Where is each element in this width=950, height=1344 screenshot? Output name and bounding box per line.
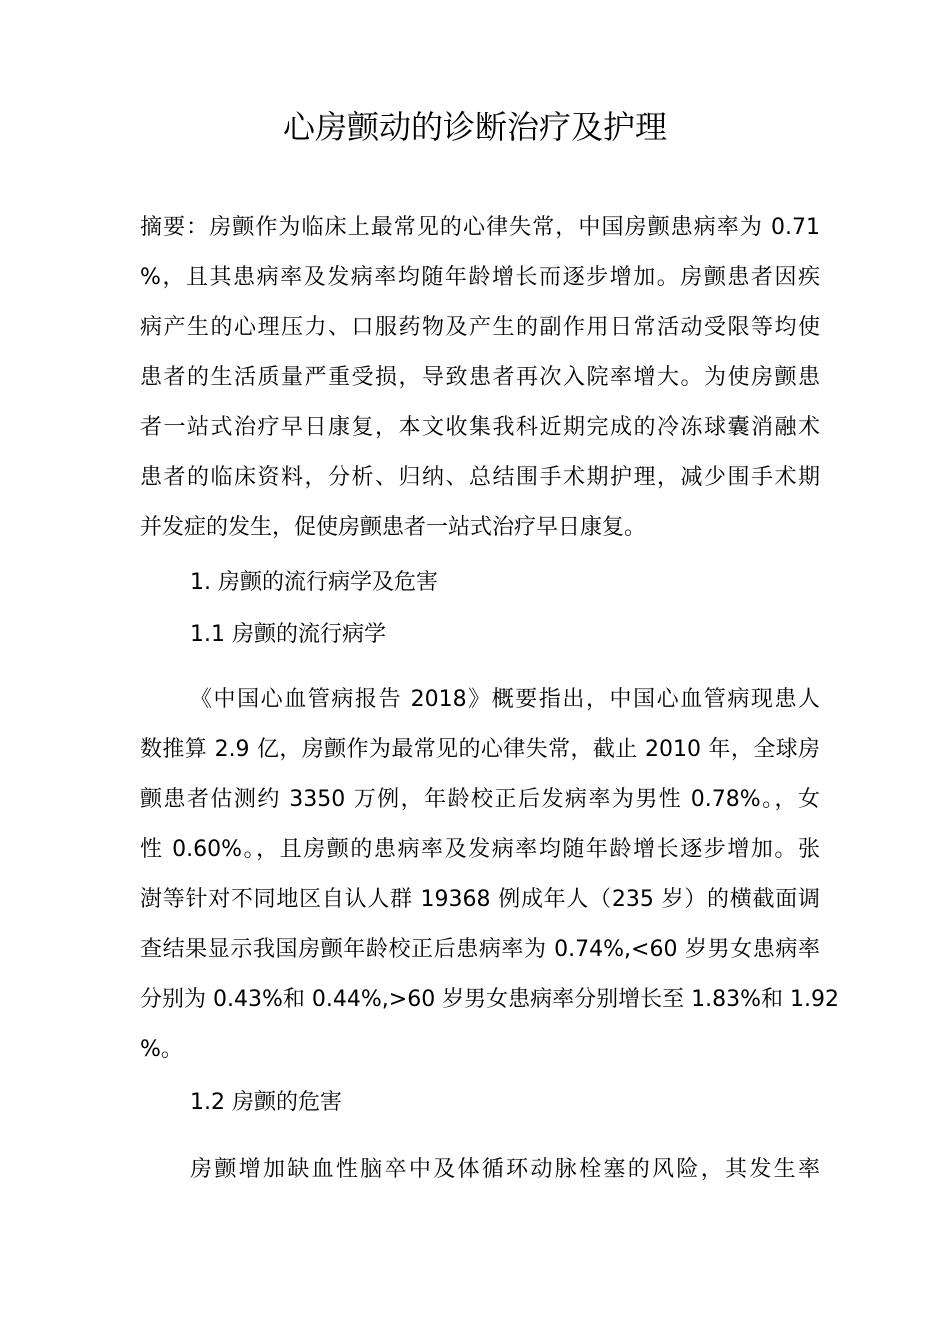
paragraph-line: 分别为 0.43%和 0.44%,>60 岁男女患病率分别增长至 1.83%和 1.92 xyxy=(140,987,840,1012)
abstract-line: 并发症的发生，促使房颤患者一站式治疗早日康复。 xyxy=(140,515,647,540)
abstract-line: 患者的临床资料，分析、归纳、总结围手术期护理，减少围手术期 xyxy=(140,465,820,490)
section-heading: 1. 房颤的流行病学及危害 xyxy=(190,570,438,595)
subsection-heading: 1.2 房颤的危害 xyxy=(190,1090,342,1115)
paragraph-line: 房颤增加缺血性脑卒中及体循环动脉栓塞的风险，其发生率 xyxy=(190,1157,820,1182)
paragraph-line: 《中国心血管病报告 2018》概要指出，中国心血管病现患人 xyxy=(190,687,820,712)
abstract-line: 者一站式治疗早日康复，本文收集我科近期完成的冷冻球囊消融术 xyxy=(140,415,820,440)
paragraph-line: 数推算 2.9 亿，房颤作为最常见的心律失常，截止 2010 年，全球房 xyxy=(140,737,820,762)
abstract-line: 患者的生活质量严重受损，导致患者再次入院率增大。为使房颤患 xyxy=(140,365,820,390)
paragraph-line: %。 xyxy=(140,1037,183,1062)
abstract-line: 摘要：房颤作为临床上最常见的心律失常，中国房颤患病率为 0.71 xyxy=(140,215,820,240)
paragraph-line: 性 0.60%。，且房颤的患病率及发病率均随年龄增长逐步增加。张 xyxy=(140,837,820,862)
abstract-line: 病产生的心理压力、口服药物及产生的副作用日常活动受限等均使 xyxy=(140,315,820,340)
paragraph-line: 查结果显示我国房颤年龄校正后患病率为 0.74%,<60 岁男女患病率 xyxy=(140,937,820,962)
subsection-heading: 1.1 房颤的流行病学 xyxy=(190,622,386,647)
paragraph-line: 颤患者估测约 3350 万例，年龄校正后发病率为男性 0.78%。，女 xyxy=(140,787,820,812)
paragraph-line: 澍等针对不同地区自认人群 19368 例成年人（235 岁）的横截面调 xyxy=(140,887,820,912)
abstract-line: %，且其患病率及发病率均随年龄增长而逐步增加。房颤患者因疾 xyxy=(140,265,820,290)
document-title: 心房颤动的诊断治疗及护理 xyxy=(282,108,667,146)
